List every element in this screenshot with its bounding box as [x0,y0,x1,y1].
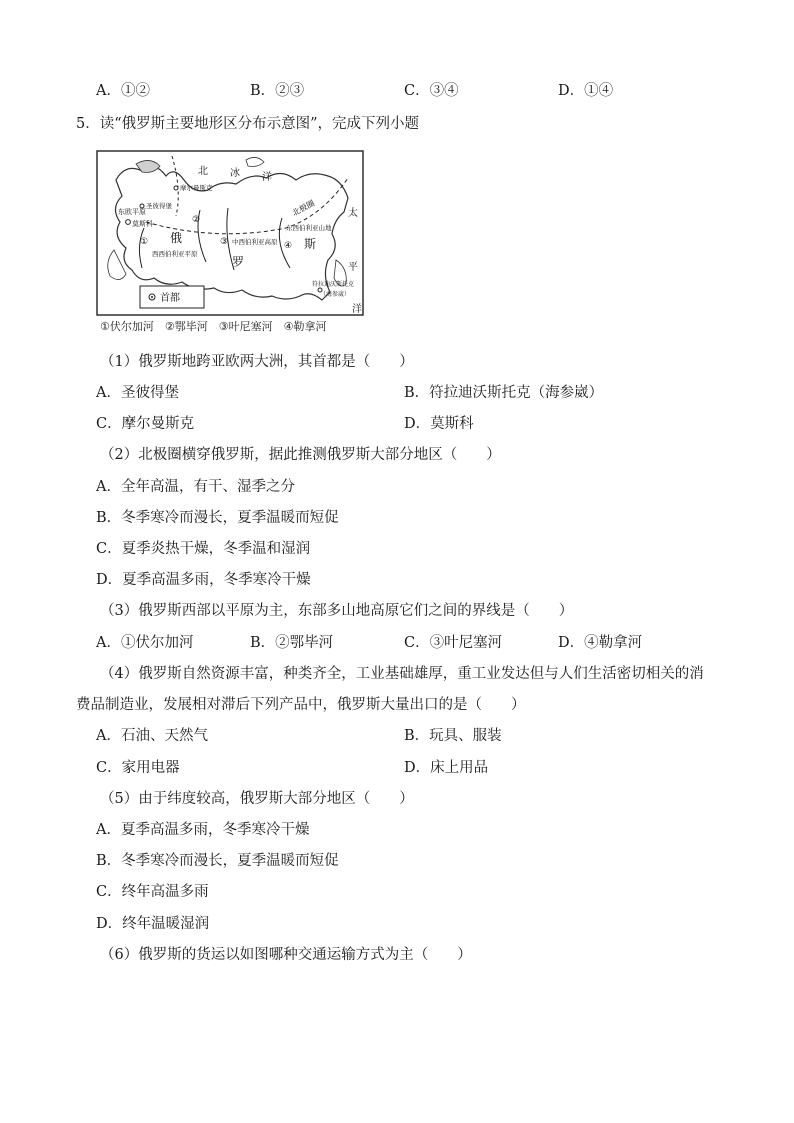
label-pacific-1: 太 [348,208,358,219]
label-country-2: 罗 [232,255,245,269]
sub5-option-c[interactable]: C．终年高温多雨 [96,884,209,900]
sub-question-5: （5）由于纬度较高，俄罗斯大部分地区（ ） [100,791,414,807]
sub1-option-d[interactable]: D．莫斯科 [404,416,474,432]
sub2-option-c[interactable]: C．夏季炎热干燥，冬季温和湿润 [96,541,311,557]
option-b[interactable]: B．②③ [250,83,305,99]
capital-dot [151,296,153,298]
option-c[interactable]: C．③④ [404,83,459,99]
label-moscow: 莫斯科 [132,220,153,228]
label-vladivostok: 符拉迪沃斯托克 [312,281,355,288]
label-vladivostok-alt: （海参崴） [320,291,351,298]
label-river-3: ③ [220,237,229,247]
label-capital: 首都 [160,293,180,304]
map-river-legend: ①伏尔加河 ②鄂毕河 ③叶尼塞河 ④勒拿河 [100,320,327,333]
label-river-4: ④ [284,241,293,251]
sub2-option-b[interactable]: B．冬季寒冷而漫长，夏季温暖而短促 [96,510,339,526]
label-arctic-circle: 北极圈 [290,198,317,218]
sub-question-3: （3）俄罗斯西部以平原为主，东部多山地高原它们之间的界线是（ ） [100,603,574,619]
sub1-option-c[interactable]: C．摩尔曼斯克 [96,416,195,432]
label-pacific-3: 洋 [352,304,362,315]
option-d[interactable]: D．①④ [558,83,614,99]
sub5-option-d[interactable]: D．终年温暖湿润 [96,916,210,932]
sub2-option-a[interactable]: A．全年高温，有干、湿季之分 [96,479,295,495]
question-5-stem: 5．读“俄罗斯主要地形区分布示意图”，完成下列小题 [76,116,420,132]
sub3-option-c[interactable]: C．③叶尼塞河 [404,635,503,651]
sub4-option-d[interactable]: D．床上用品 [404,760,489,776]
label-ice: 冰 [230,168,240,179]
label-murmansk: 摩尔曼斯克 [180,184,213,192]
label-st-petersburg: 圣彼得堡 [146,202,172,210]
sub4-option-a[interactable]: A．石油、天然气 [96,728,208,744]
label-east-siberian-mountains: 东西伯利亚山地 [286,224,332,232]
sub5-option-a[interactable]: A．夏季高温多雨，冬季寒冷干燥 [96,822,310,838]
label-country-1: 俄 [170,231,183,245]
label-pacific-2: 平 [348,262,358,273]
sub4-option-c[interactable]: C．家用电器 [96,760,180,776]
sub3-option-a[interactable]: A．①伏尔加河 [96,635,194,651]
option-a[interactable]: A．①② [96,83,150,99]
sub3-option-b[interactable]: B．②鄂毕河 [250,635,334,651]
sub4-option-b[interactable]: B．玩具、服装 [404,728,502,744]
sub-question-2: （2）北极圈横穿俄罗斯，据此推测俄罗斯大部分地区（ ） [100,447,501,463]
label-river-2: ② [192,215,201,225]
label-ocean: 洋 [262,172,272,183]
sub1-option-a[interactable]: A．圣彼得堡 [96,385,179,401]
label-central-siberian-plateau: 中西伯利亚高原 [232,238,278,246]
sub-question-4-line2: 费品制造业，发展相对滞后下列产品中，俄罗斯大量出口的是（ ） [76,697,526,713]
label-country-3: 斯 [304,237,317,251]
russia-terrain-map [96,150,364,316]
sub3-option-d[interactable]: D．④勒拿河 [558,635,643,651]
sub-question-1: （1）俄罗斯地跨亚欧两大洲，其首都是（ ） [100,354,414,370]
sub5-option-b[interactable]: B．冬季寒冷而漫长，夏季温暖而短促 [96,853,339,869]
map-svg [96,150,364,316]
label-east-european-plain: 东欧平原 [118,208,146,216]
label-west-siberian-plain: 西西伯利亚平原 [152,250,198,258]
label-north: 北 [198,166,208,177]
sub2-option-d[interactable]: D．夏季高温多雨，冬季寒冷干燥 [96,572,311,588]
sub-question-6: （6）俄罗斯的货运以如图哪种交通运输方式为主（ ） [100,947,472,963]
label-river-1: ① [140,237,149,247]
sub-question-4-line1: （4）俄罗斯自然资源丰富，种类齐全，工业基础雄厚，重工业发达但与人们生活密切相关的消 [100,666,704,682]
sub1-option-b[interactable]: B．符拉迪沃斯托克（海参崴） [404,385,604,401]
